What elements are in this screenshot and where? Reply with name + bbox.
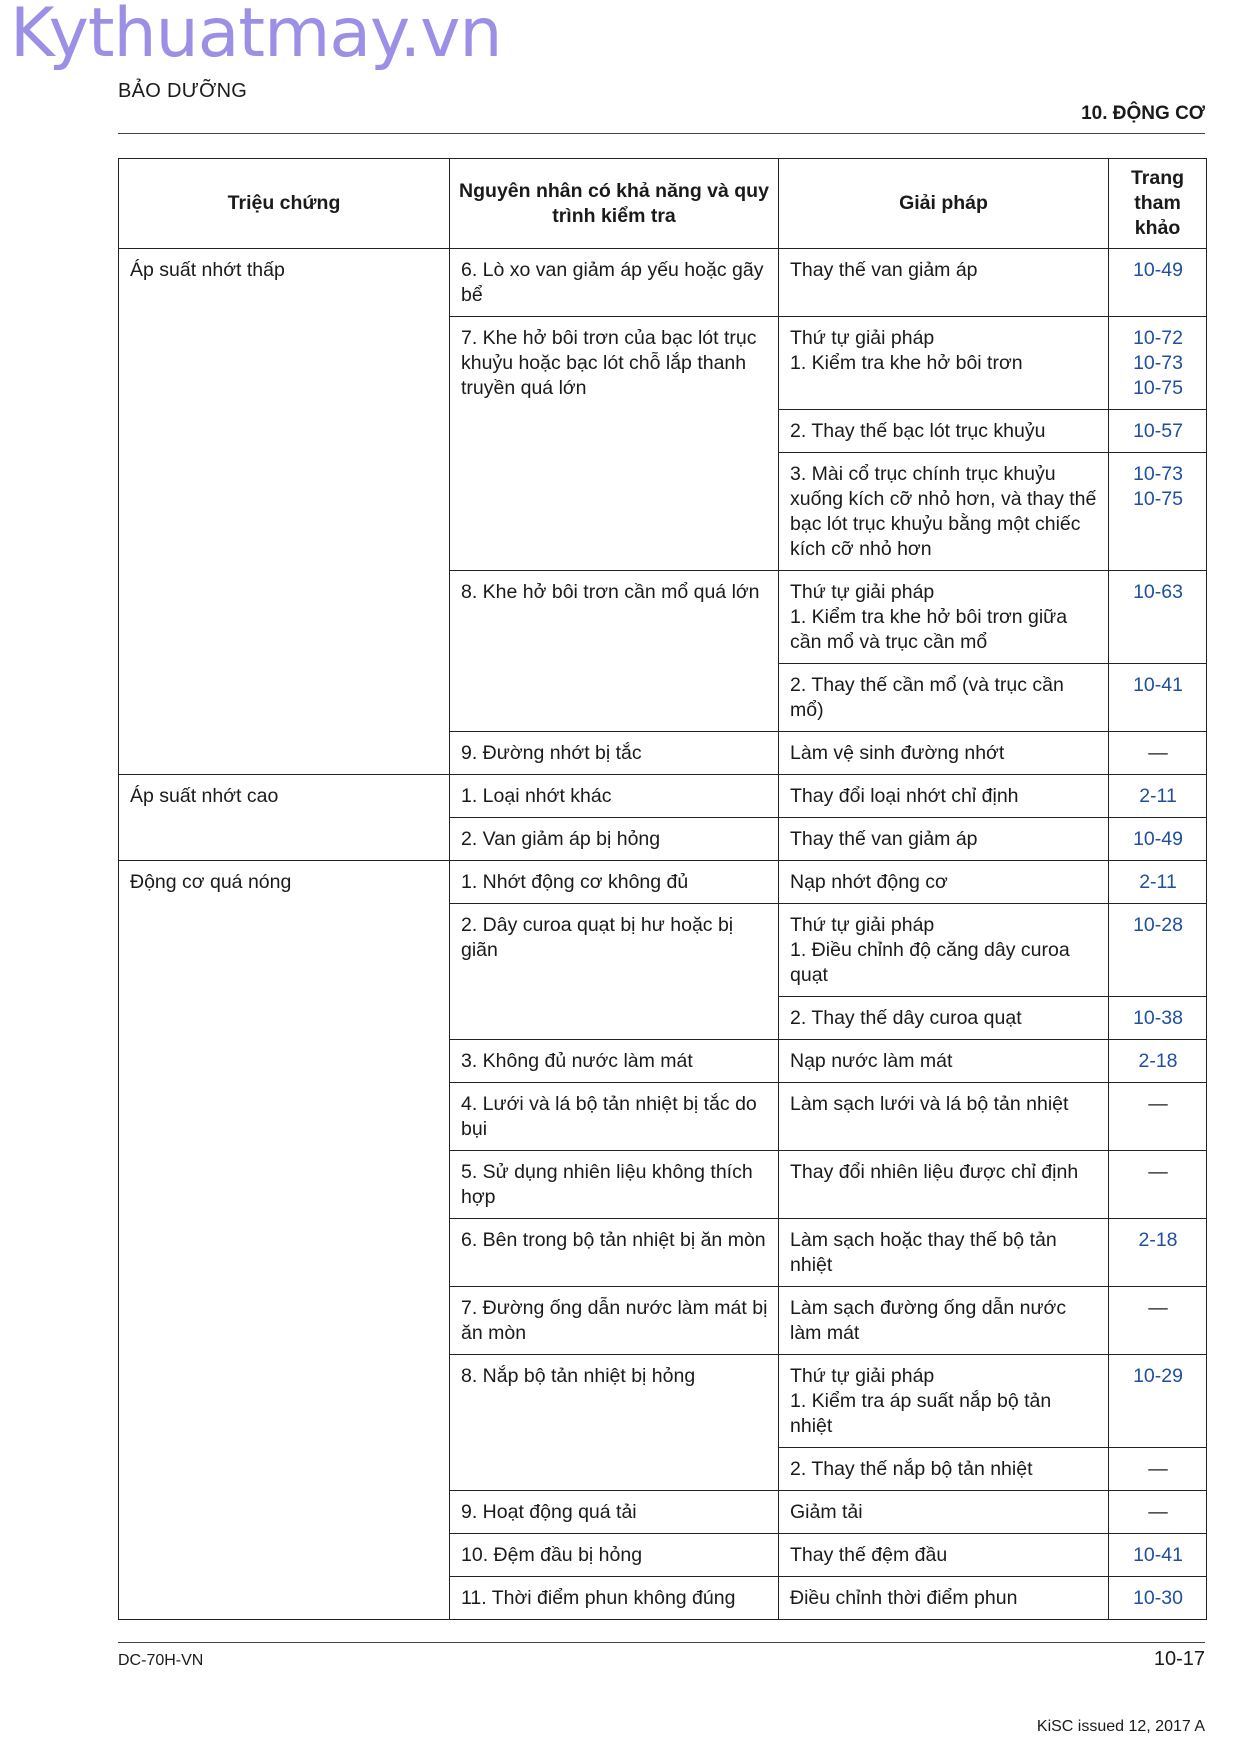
- no-reference-dash: —: [1148, 1297, 1168, 1319]
- no-reference-dash: —: [1148, 1093, 1168, 1115]
- cause-cell: 10. Đệm đầu bị hỏng: [450, 1534, 779, 1577]
- solution-line: 1. Kiểm tra áp suất nắp bộ tản nhiệt: [790, 1390, 1052, 1437]
- solution-cell: Thay đổi loại nhớt chỉ định: [779, 775, 1109, 818]
- solution-cell: [779, 317, 1109, 410]
- table-row: [119, 861, 1207, 904]
- footer-divider: [118, 1642, 1205, 1643]
- solution-cell: Thay thế đệm đầu: [779, 1534, 1109, 1577]
- cause-cell: 6. Bên trong bộ tản nhiệt bị ăn mòn: [450, 1219, 779, 1287]
- cause-cell: 9. Hoạt động quá tải: [450, 1491, 779, 1534]
- solution-cell: 2. Thay thế bạc lót trục khuỷu: [779, 410, 1109, 453]
- page-reference-link[interactable]: 10-75: [1133, 377, 1183, 399]
- page-reference-link[interactable]: 10-49: [1133, 259, 1183, 281]
- reference-cell: [1109, 1534, 1207, 1577]
- solution-cell: [779, 571, 1109, 664]
- no-reference-dash: —: [1148, 1458, 1168, 1480]
- page-reference-link[interactable]: 2-11: [1139, 785, 1177, 807]
- column-header-reference: Trang tham khảo: [1109, 159, 1207, 249]
- cause-cell: 1. Loại nhớt khác: [450, 775, 779, 818]
- reference-cell: [1109, 1151, 1207, 1219]
- no-reference-dash: —: [1148, 1161, 1168, 1183]
- reference-cell: [1109, 1491, 1207, 1534]
- solution-cell: Điều chỉnh thời điểm phun: [779, 1577, 1109, 1620]
- header-divider: [118, 133, 1205, 134]
- solution-line: Thứ tự giải pháp: [790, 327, 935, 349]
- column-header-solution: Giải pháp: [779, 159, 1109, 249]
- solution-line: 1. Kiểm tra khe hở bôi trơn: [790, 352, 1023, 374]
- cause-cell: 5. Sử dụng nhiên liệu không thích hợp: [450, 1151, 779, 1219]
- solution-cell: Thay đổi nhiên liệu được chỉ định: [779, 1151, 1109, 1219]
- section-title: BẢO DƯỠNG: [118, 80, 248, 102]
- page-reference-link[interactable]: 10-57: [1133, 420, 1183, 442]
- solution-cell: Giảm tải: [779, 1491, 1109, 1534]
- symptom-cell: Áp suất nhớt cao: [119, 775, 450, 861]
- reference-cell: [1109, 732, 1207, 775]
- cause-cell: 1. Nhớt động cơ không đủ: [450, 861, 779, 904]
- column-header-symptom: Triệu chứng: [119, 159, 450, 249]
- reference-cell: [1109, 1040, 1207, 1083]
- solution-cell: Nạp nhớt động cơ: [779, 861, 1109, 904]
- page-reference-link[interactable]: 10-49: [1133, 828, 1183, 850]
- reference-cell: [1109, 1577, 1207, 1620]
- solution-line: 1. Điều chỉnh độ căng dây curoa quạt: [790, 939, 1070, 986]
- page-reference-link[interactable]: 2-18: [1138, 1050, 1178, 1072]
- page-reference-link[interactable]: 10-30: [1133, 1587, 1183, 1609]
- reference-cell: [1109, 818, 1207, 861]
- page-reference-link[interactable]: 10-38: [1133, 1007, 1183, 1029]
- page-reference-link[interactable]: 10-41: [1133, 1544, 1183, 1566]
- cause-cell: 6. Lò xo van giảm áp yếu hoặc gãy bể: [450, 249, 779, 317]
- page-reference-link[interactable]: 10-28: [1133, 914, 1183, 936]
- page-reference-link[interactable]: 2-18: [1138, 1229, 1178, 1251]
- page-reference-link[interactable]: 10-73: [1133, 463, 1183, 485]
- reference-cell: [1109, 775, 1207, 818]
- reference-cell: [1109, 1287, 1207, 1355]
- cause-cell: 7. Đường ống dẫn nước làm mát bị ăn mòn: [450, 1287, 779, 1355]
- reference-cell: [1109, 1355, 1207, 1448]
- solution-cell: [779, 1355, 1109, 1448]
- no-reference-dash: —: [1148, 1501, 1168, 1523]
- solution-cell: Nạp nước làm mát: [779, 1040, 1109, 1083]
- cause-cell: 3. Không đủ nước làm mát: [450, 1040, 779, 1083]
- solution-cell: Làm sạch lưới và lá bộ tản nhiệt: [779, 1083, 1109, 1151]
- reference-cell: [1109, 1448, 1207, 1491]
- cause-cell: 4. Lưới và lá bộ tản nhiệt bị tắc do bụi: [450, 1083, 779, 1151]
- page-reference-link[interactable]: 10-73: [1133, 352, 1183, 374]
- reference-cell: [1109, 997, 1207, 1040]
- solution-line: Thứ tự giải pháp: [790, 914, 935, 936]
- reference-cell: [1109, 249, 1207, 317]
- reference-cell: [1109, 1219, 1207, 1287]
- table-header-row: [119, 159, 1207, 249]
- solution-cell: Thay thế van giảm áp: [779, 818, 1109, 861]
- solution-line: 1. Kiểm tra khe hở bôi trơn giữa cần mổ và trục cần mổ: [790, 606, 1068, 653]
- solution-cell: 2. Thay thế cần mổ (và trục cần mổ): [779, 664, 1109, 732]
- page-reference-link[interactable]: 10-63: [1133, 581, 1183, 603]
- page-reference-link[interactable]: 10-41: [1133, 674, 1183, 696]
- cause-cell: 8. Nắp bộ tản nhiệt bị hỏng: [450, 1355, 779, 1491]
- reference-cell: [1109, 1083, 1207, 1151]
- reference-cell: [1109, 861, 1207, 904]
- reference-cell: [1109, 571, 1207, 664]
- watermark: Kythuatmay.vn: [10, 0, 502, 73]
- solution-cell: 3. Mài cổ trục chính trục khuỷu xuống kích cỡ nhỏ hơn, và thay thế bạc lót trục khuỷu bằng một chiếc kích cỡ nhỏ hơn: [779, 453, 1109, 571]
- solution-cell: 2. Thay thế nắp bộ tản nhiệt: [779, 1448, 1109, 1491]
- column-header-cause: Nguyên nhân có khả năng và quy trình kiểm tra: [450, 159, 779, 249]
- reference-cell: [1109, 664, 1207, 732]
- page-reference-link[interactable]: 2-11: [1139, 871, 1177, 893]
- symptom-cell: Động cơ quá nóng: [119, 861, 450, 1620]
- solution-cell: Làm sạch đường ống dẫn nước làm mát: [779, 1287, 1109, 1355]
- solution-cell: 2. Thay thế dây curoa quạt: [779, 997, 1109, 1040]
- reference-cell: [1109, 904, 1207, 997]
- cause-cell: 8. Khe hở bôi trơn cần mổ quá lớn: [450, 571, 779, 732]
- page-number: 10-17: [1153, 1648, 1205, 1670]
- reference-cell: [1109, 317, 1207, 410]
- symptom-cell: Áp suất nhớt thấp: [119, 249, 450, 775]
- table-body: [119, 249, 1207, 1620]
- solution-cell: Làm vệ sinh đường nhớt: [779, 732, 1109, 775]
- table-row: [119, 249, 1207, 317]
- page-reference-link[interactable]: 10-72: [1133, 327, 1183, 349]
- solution-cell: Làm sạch hoặc thay thế bộ tản nhiệt: [779, 1219, 1109, 1287]
- cause-cell: 9. Đường nhớt bị tắc: [450, 732, 779, 775]
- no-reference-dash: —: [1148, 742, 1168, 764]
- cause-cell: 11. Thời điểm phun không đúng: [450, 1577, 779, 1620]
- cause-cell: 7. Khe hở bôi trơn của bạc lót trục khuỷu hoặc bạc lót chỗ lắp thanh truyền quá lớn: [450, 317, 779, 571]
- cause-cell: 2. Van giảm áp bị hỏng: [450, 818, 779, 861]
- document-id: DC-70H-VN: [118, 1652, 204, 1669]
- reference-cell: [1109, 410, 1207, 453]
- chapter-title: 10. ĐỘNG CƠ: [1081, 103, 1205, 124]
- solution-cell: Thay thế van giảm áp: [779, 249, 1109, 317]
- issue-note: KiSC issued 12, 2017 A: [1036, 1718, 1205, 1735]
- reference-cell: [1109, 453, 1207, 571]
- solution-line: Thứ tự giải pháp: [790, 581, 935, 603]
- page-reference-link[interactable]: 10-75: [1133, 488, 1183, 510]
- table-row: [119, 775, 1207, 818]
- troubleshooting-table: [118, 158, 1207, 1620]
- solution-cell: [779, 904, 1109, 997]
- page-reference-link[interactable]: 10-29: [1133, 1365, 1183, 1387]
- cause-cell: 2. Dây curoa quạt bị hư hoặc bị giãn: [450, 904, 779, 1040]
- solution-line: Thứ tự giải pháp: [790, 1365, 935, 1387]
